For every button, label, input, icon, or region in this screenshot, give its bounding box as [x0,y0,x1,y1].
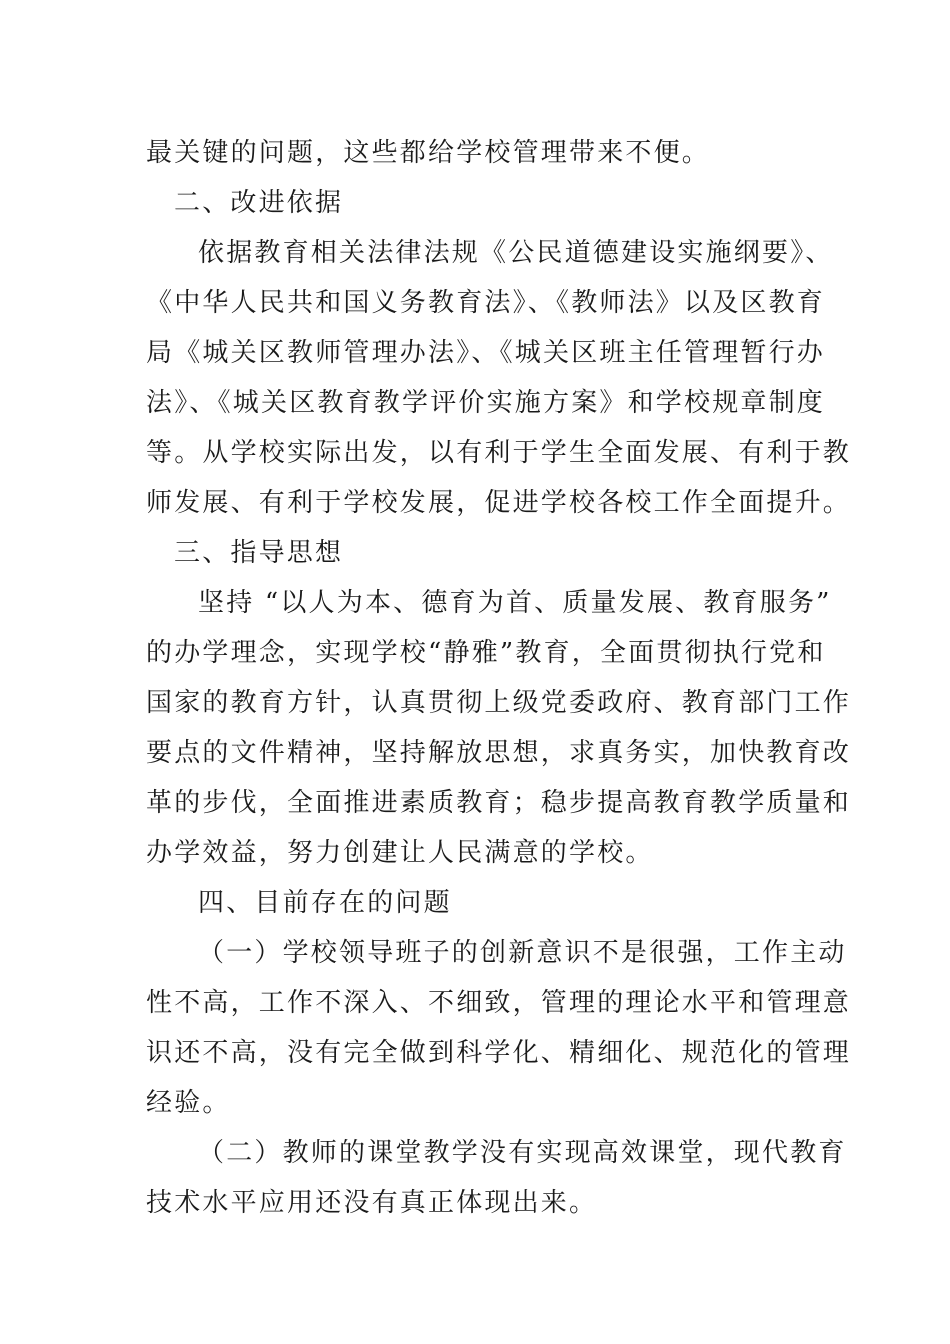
paragraph-line: 师发展、有利于学校发展，促进学校各校工作全面提升。 [146,488,852,518]
paragraph-line: （二）教师的课堂教学没有实现高效课堂，现代教育 [198,1138,847,1168]
paragraph-line: 识还不高，没有完全做到科学化、精细化、规范化的管理 [146,1038,852,1068]
section-heading-guiding-ideology: 三、指导思想 [174,538,344,568]
paragraph-line: 革的步伐，全面推进素质教育；稳步提高教育教学质量和 [146,788,852,818]
section-heading-existing-problems: 四、目前存在的问题 [198,888,452,918]
paragraph-line: 要点的文件精神，坚持解放思想，求真务实，加快教育改 [146,738,852,768]
paragraph-line: （一）学校领导班子的创新意识不是很强，工作主动 [198,938,847,968]
paragraph-line: 依据教育相关法律法规《公民道德建设实施纲要》、 [198,238,834,268]
paragraph-line: 法》、《城关区教育教学评价实施方案》和学校规章制度 [146,388,826,418]
section-heading-basis: 二、改进依据 [174,188,344,218]
paragraph-line: 《中华人民共和国义务教育法》、《教师法》以及区教育 [146,288,826,318]
paragraph-line: 国家的教育方针，认真贯彻上级党委政府、教育部门工作 [146,688,852,718]
paragraph-line: 经验。 [146,1088,231,1118]
paragraph-line: 最关键的问题，这些都给学校管理带来不便。 [146,138,711,168]
paragraph-line: 性不高，工作不深入、不细致，管理的理论水平和管理意 [146,988,852,1018]
paragraph-line: 坚持 “以人为本、德育为首、质量发展、教育服务” [198,588,832,618]
paragraph-line: 等。从学校实际出发，以有利于学生全面发展、有利于教 [146,438,852,468]
paragraph-line: 技术水平应用还没有真正体现出来。 [146,1188,598,1218]
document-body [146,128,852,1228]
paragraph-line: 的办学理念，实现学校“静雅”教育，全面贯彻执行党和 [146,638,826,668]
paragraph-line: 局《城关区教师管理办法》、《城关区班主任管理暂行办 [146,338,826,368]
paragraph-line: 办学效益，努力创建让人民满意的学校。 [146,838,654,868]
